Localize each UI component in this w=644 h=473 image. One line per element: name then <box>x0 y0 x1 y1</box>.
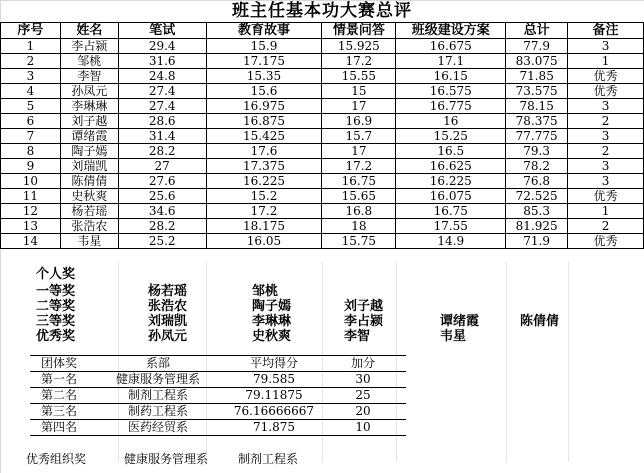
team-cell[interactable]: 制剂工程系 <box>88 388 228 404</box>
team-cell[interactable]: 医药经贸系 <box>88 420 228 436</box>
score-cell[interactable]: 18 <box>322 219 396 234</box>
score-cell[interactable]: 34.6 <box>118 204 206 219</box>
col-header[interactable]: 班级建设方案 <box>396 23 506 39</box>
score-cell[interactable]: 7 <box>1 129 61 144</box>
award-winner-name[interactable]: 李占颍 <box>344 314 384 329</box>
award-winner-name[interactable]: 孙凤元 <box>148 329 188 344</box>
score-cell[interactable]: 11 <box>1 189 61 204</box>
score-cell[interactable]: 17.175 <box>206 54 322 69</box>
score-cell[interactable]: 李琳琳 <box>60 99 118 114</box>
score-table-row <box>1 129 644 144</box>
individual-award-row <box>0 280 644 299</box>
individual-award-row <box>0 325 644 344</box>
score-cell[interactable]: 15.9 <box>206 39 322 54</box>
score-cell[interactable]: 16.975 <box>206 99 322 114</box>
team-cell[interactable]: 71.875 <box>228 420 320 436</box>
team-table-row <box>30 372 406 388</box>
score-table-row <box>1 234 644 249</box>
individual-award-header: 个人奖 <box>36 267 76 282</box>
score-cell[interactable]: 27.4 <box>118 99 206 114</box>
score-cell[interactable]: 25.2 <box>118 234 206 249</box>
team-cell[interactable]: 制药工程系 <box>88 404 228 420</box>
score-cell[interactable]: 5 <box>1 99 61 114</box>
score-table-row <box>1 114 644 129</box>
score-cell[interactable]: 刘子越 <box>60 114 118 129</box>
score-cell[interactable]: 2 <box>568 219 644 234</box>
score-cell[interactable]: 77.775 <box>506 129 568 144</box>
individual-award-row <box>0 310 644 329</box>
score-cell[interactable]: 优秀 <box>568 189 644 204</box>
team-cell[interactable]: 10 <box>320 420 406 436</box>
team-table-row <box>30 420 406 436</box>
score-cell[interactable]: 16.15 <box>396 69 506 84</box>
score-cell[interactable]: 邹桃 <box>60 54 118 69</box>
col-header[interactable]: 笔试 <box>118 23 206 39</box>
score-cell[interactable]: 优秀 <box>568 234 644 249</box>
score-cell[interactable]: 16.575 <box>396 84 506 99</box>
team-cell[interactable]: 79.11875 <box>228 388 320 404</box>
score-cell[interactable]: 17.55 <box>396 219 506 234</box>
score-cell[interactable]: 27.4 <box>118 84 206 99</box>
score-table-row <box>1 84 644 99</box>
score-cell[interactable]: 4 <box>1 84 61 99</box>
score-table-body <box>1 39 644 249</box>
score-cell[interactable]: 24.8 <box>118 69 206 84</box>
score-cell[interactable]: 16.075 <box>396 189 506 204</box>
team-cell[interactable]: 30 <box>320 372 406 388</box>
score-cell[interactable]: 28.6 <box>118 114 206 129</box>
score-cell[interactable]: 85.3 <box>506 204 568 219</box>
award-winner-name[interactable]: 杨若瑶 <box>148 284 188 299</box>
score-cell[interactable]: 81.925 <box>506 219 568 234</box>
score-cell[interactable]: 2 <box>568 144 644 159</box>
score-cell[interactable]: 12 <box>1 204 61 219</box>
score-cell[interactable]: 17.2 <box>322 54 396 69</box>
score-cell[interactable]: 15.75 <box>322 234 396 249</box>
score-cell[interactable]: 71.85 <box>506 69 568 84</box>
score-cell[interactable]: 15.6 <box>206 84 322 99</box>
score-table-row <box>1 39 644 54</box>
team-col-header[interactable]: 团体奖 <box>30 356 88 372</box>
score-cell[interactable]: 17 <box>322 99 396 114</box>
score-cell[interactable]: 15.25 <box>396 129 506 144</box>
score-cell[interactable]: 27.6 <box>118 174 206 189</box>
score-cell[interactable]: 3 <box>568 159 644 174</box>
score-cell[interactable]: 1 <box>1 39 61 54</box>
score-cell[interactable]: 1 <box>568 54 644 69</box>
award-level-label: 一等奖 <box>36 284 76 299</box>
team-cell[interactable]: 第二名 <box>30 388 88 404</box>
score-cell[interactable]: 3 <box>568 174 644 189</box>
score-cell[interactable]: 李占颍 <box>60 39 118 54</box>
score-cell[interactable]: 6 <box>1 114 61 129</box>
team-col-header[interactable]: 平均得分 <box>228 356 320 372</box>
score-table-row <box>1 144 644 159</box>
score-cell[interactable]: 16.775 <box>396 99 506 114</box>
team-cell[interactable]: 76.16666667 <box>228 404 320 420</box>
award-winner-name[interactable]: 李智 <box>344 329 371 344</box>
score-cell[interactable]: 1 <box>568 204 644 219</box>
award-winner-name[interactable]: 李琳琳 <box>252 314 292 329</box>
score-cell[interactable]: 16.75 <box>322 174 396 189</box>
score-cell[interactable]: 陈倩倩 <box>60 174 118 189</box>
team-cell[interactable]: 第一名 <box>30 372 88 388</box>
team-cell[interactable]: 第四名 <box>30 420 88 436</box>
organization-award-value[interactable]: 制剂工程系 <box>238 452 299 466</box>
score-cell[interactable]: 9 <box>1 159 61 174</box>
score-cell[interactable]: 28.2 <box>118 219 206 234</box>
col-header[interactable]: 姓名 <box>60 23 118 39</box>
score-cell[interactable]: 16.875 <box>206 114 322 129</box>
award-level-label: 三等奖 <box>36 314 76 329</box>
score-cell[interactable]: 78.15 <box>506 99 568 114</box>
score-cell[interactable]: 16.9 <box>322 114 396 129</box>
score-table-row <box>1 204 644 219</box>
team-cell[interactable]: 79.585 <box>228 372 320 388</box>
score-cell[interactable]: 史秋爽 <box>60 189 118 204</box>
score-cell[interactable]: 2 <box>568 114 644 129</box>
col-header[interactable]: 情景问答 <box>322 23 396 39</box>
score-table-row <box>1 99 644 114</box>
score-table-row <box>1 174 644 189</box>
score-cell[interactable]: 杨若瑶 <box>60 204 118 219</box>
score-cell[interactable]: 16.05 <box>206 234 322 249</box>
score-cell[interactable]: 25.6 <box>118 189 206 204</box>
score-table-header-row <box>1 23 644 39</box>
score-cell[interactable]: 3 <box>568 39 644 54</box>
score-cell[interactable]: 张浩农 <box>60 219 118 234</box>
award-winner-name[interactable]: 陈倩倩 <box>520 314 560 329</box>
col-header[interactable]: 教育故事 <box>206 23 322 39</box>
score-cell[interactable]: 17.2 <box>206 204 322 219</box>
score-cell[interactable]: 71.9 <box>506 234 568 249</box>
score-cell[interactable]: 陶子嫣 <box>60 144 118 159</box>
score-table-row <box>1 219 644 234</box>
score-cell[interactable]: 李智 <box>60 69 118 84</box>
score-cell[interactable]: 15.7 <box>322 129 396 144</box>
team-cell[interactable]: 25 <box>320 388 406 404</box>
score-cell[interactable]: 27 <box>118 159 206 174</box>
award-winner-name[interactable]: 陶子嫣 <box>252 299 292 314</box>
score-cell[interactable]: 15 <box>322 84 396 99</box>
score-cell[interactable]: 16 <box>396 114 506 129</box>
score-cell[interactable]: 31.6 <box>118 54 206 69</box>
score-cell[interactable]: 15.925 <box>322 39 396 54</box>
score-cell[interactable]: 10 <box>1 174 61 189</box>
score-cell[interactable]: 73.575 <box>506 84 568 99</box>
award-winner-name[interactable]: 谭绪霞 <box>440 314 480 329</box>
score-cell[interactable]: 16.625 <box>396 159 506 174</box>
individual-award-row <box>0 295 644 314</box>
award-winner-name[interactable]: 张浩农 <box>148 299 188 314</box>
team-table-row <box>30 388 406 404</box>
team-table-row <box>30 404 406 420</box>
score-table-row <box>1 189 644 204</box>
score-table <box>0 22 644 249</box>
organization-award-label[interactable]: 优秀组织奖 <box>26 452 87 466</box>
score-cell[interactable]: 16.675 <box>396 39 506 54</box>
score-cell[interactable]: 3 <box>1 69 61 84</box>
team-col-header[interactable]: 加分 <box>320 356 406 372</box>
score-cell[interactable]: 72.525 <box>506 189 568 204</box>
col-header[interactable]: 总计 <box>506 23 568 39</box>
score-cell[interactable]: 28.2 <box>118 144 206 159</box>
score-table-row <box>1 54 644 69</box>
score-cell[interactable]: 优秀 <box>568 69 644 84</box>
score-cell[interactable]: 16.225 <box>206 174 322 189</box>
score-cell[interactable]: 14 <box>1 234 61 249</box>
score-cell[interactable]: 3 <box>568 129 644 144</box>
score-cell[interactable]: 优秀 <box>568 84 644 99</box>
score-cell[interactable]: 77.9 <box>506 39 568 54</box>
score-cell[interactable]: 15.425 <box>206 129 322 144</box>
score-cell[interactable]: 31.4 <box>118 129 206 144</box>
score-cell[interactable]: 18.175 <box>206 219 322 234</box>
team-col-header[interactable]: 系部 <box>88 356 228 372</box>
team-table-header-row <box>30 356 406 372</box>
score-cell[interactable]: 16.8 <box>322 204 396 219</box>
score-cell[interactable]: 谭绪霞 <box>60 129 118 144</box>
score-cell[interactable]: 14.9 <box>396 234 506 249</box>
score-cell[interactable]: 78.375 <box>506 114 568 129</box>
score-cell[interactable]: 17 <box>322 144 396 159</box>
team-cell[interactable]: 20 <box>320 404 406 420</box>
score-cell[interactable]: 29.4 <box>118 39 206 54</box>
col-header[interactable]: 备注 <box>568 23 644 39</box>
score-cell[interactable]: 2 <box>1 54 61 69</box>
score-cell[interactable]: 15.55 <box>322 69 396 84</box>
team-cell[interactable]: 健康服务管理系 <box>88 372 228 388</box>
score-table-row <box>1 159 644 174</box>
award-winner-name[interactable]: 邹桃 <box>252 284 279 299</box>
organization-award-value[interactable]: 健康服务管理系 <box>124 452 209 466</box>
award-winner-name[interactable]: 史秋爽 <box>252 329 292 344</box>
score-table-row <box>1 69 644 84</box>
score-cell[interactable]: 3 <box>568 99 644 114</box>
score-cell[interactable]: 83.075 <box>506 54 568 69</box>
score-cell[interactable]: 16.225 <box>396 174 506 189</box>
sheet-title: 班主任基本功大赛总评 <box>232 1 412 21</box>
score-cell[interactable]: 78.2 <box>506 159 568 174</box>
award-winner-name[interactable]: 刘瑞凯 <box>148 314 188 329</box>
score-cell[interactable]: 刘瑞凯 <box>60 159 118 174</box>
score-cell[interactable]: 15.2 <box>206 189 322 204</box>
score-cell[interactable]: 15.65 <box>322 189 396 204</box>
score-cell[interactable]: 孙凤元 <box>60 84 118 99</box>
score-cell[interactable]: 17.6 <box>206 144 322 159</box>
score-cell[interactable]: 16.75 <box>396 204 506 219</box>
col-header[interactable]: 序号 <box>1 23 61 39</box>
award-winner-name[interactable]: 韦星 <box>440 329 467 344</box>
score-cell[interactable]: 13 <box>1 219 61 234</box>
score-cell[interactable]: 76.8 <box>506 174 568 189</box>
award-level-label: 二等奖 <box>36 299 76 314</box>
score-cell[interactable]: 8 <box>1 144 61 159</box>
team-cell[interactable]: 第三名 <box>30 404 88 420</box>
score-cell[interactable]: 17.1 <box>396 54 506 69</box>
score-cell[interactable]: 17.375 <box>206 159 322 174</box>
score-cell[interactable]: 15.35 <box>206 69 322 84</box>
score-cell[interactable]: 韦星 <box>60 234 118 249</box>
team-table-body <box>30 372 406 436</box>
score-cell[interactable]: 16.5 <box>396 144 506 159</box>
score-cell[interactable]: 17.2 <box>322 159 396 174</box>
award-winner-name[interactable]: 刘子越 <box>344 299 384 314</box>
score-cell[interactable]: 79.3 <box>506 144 568 159</box>
award-level-label: 优秀奖 <box>36 329 76 344</box>
team-award-table <box>30 355 406 436</box>
